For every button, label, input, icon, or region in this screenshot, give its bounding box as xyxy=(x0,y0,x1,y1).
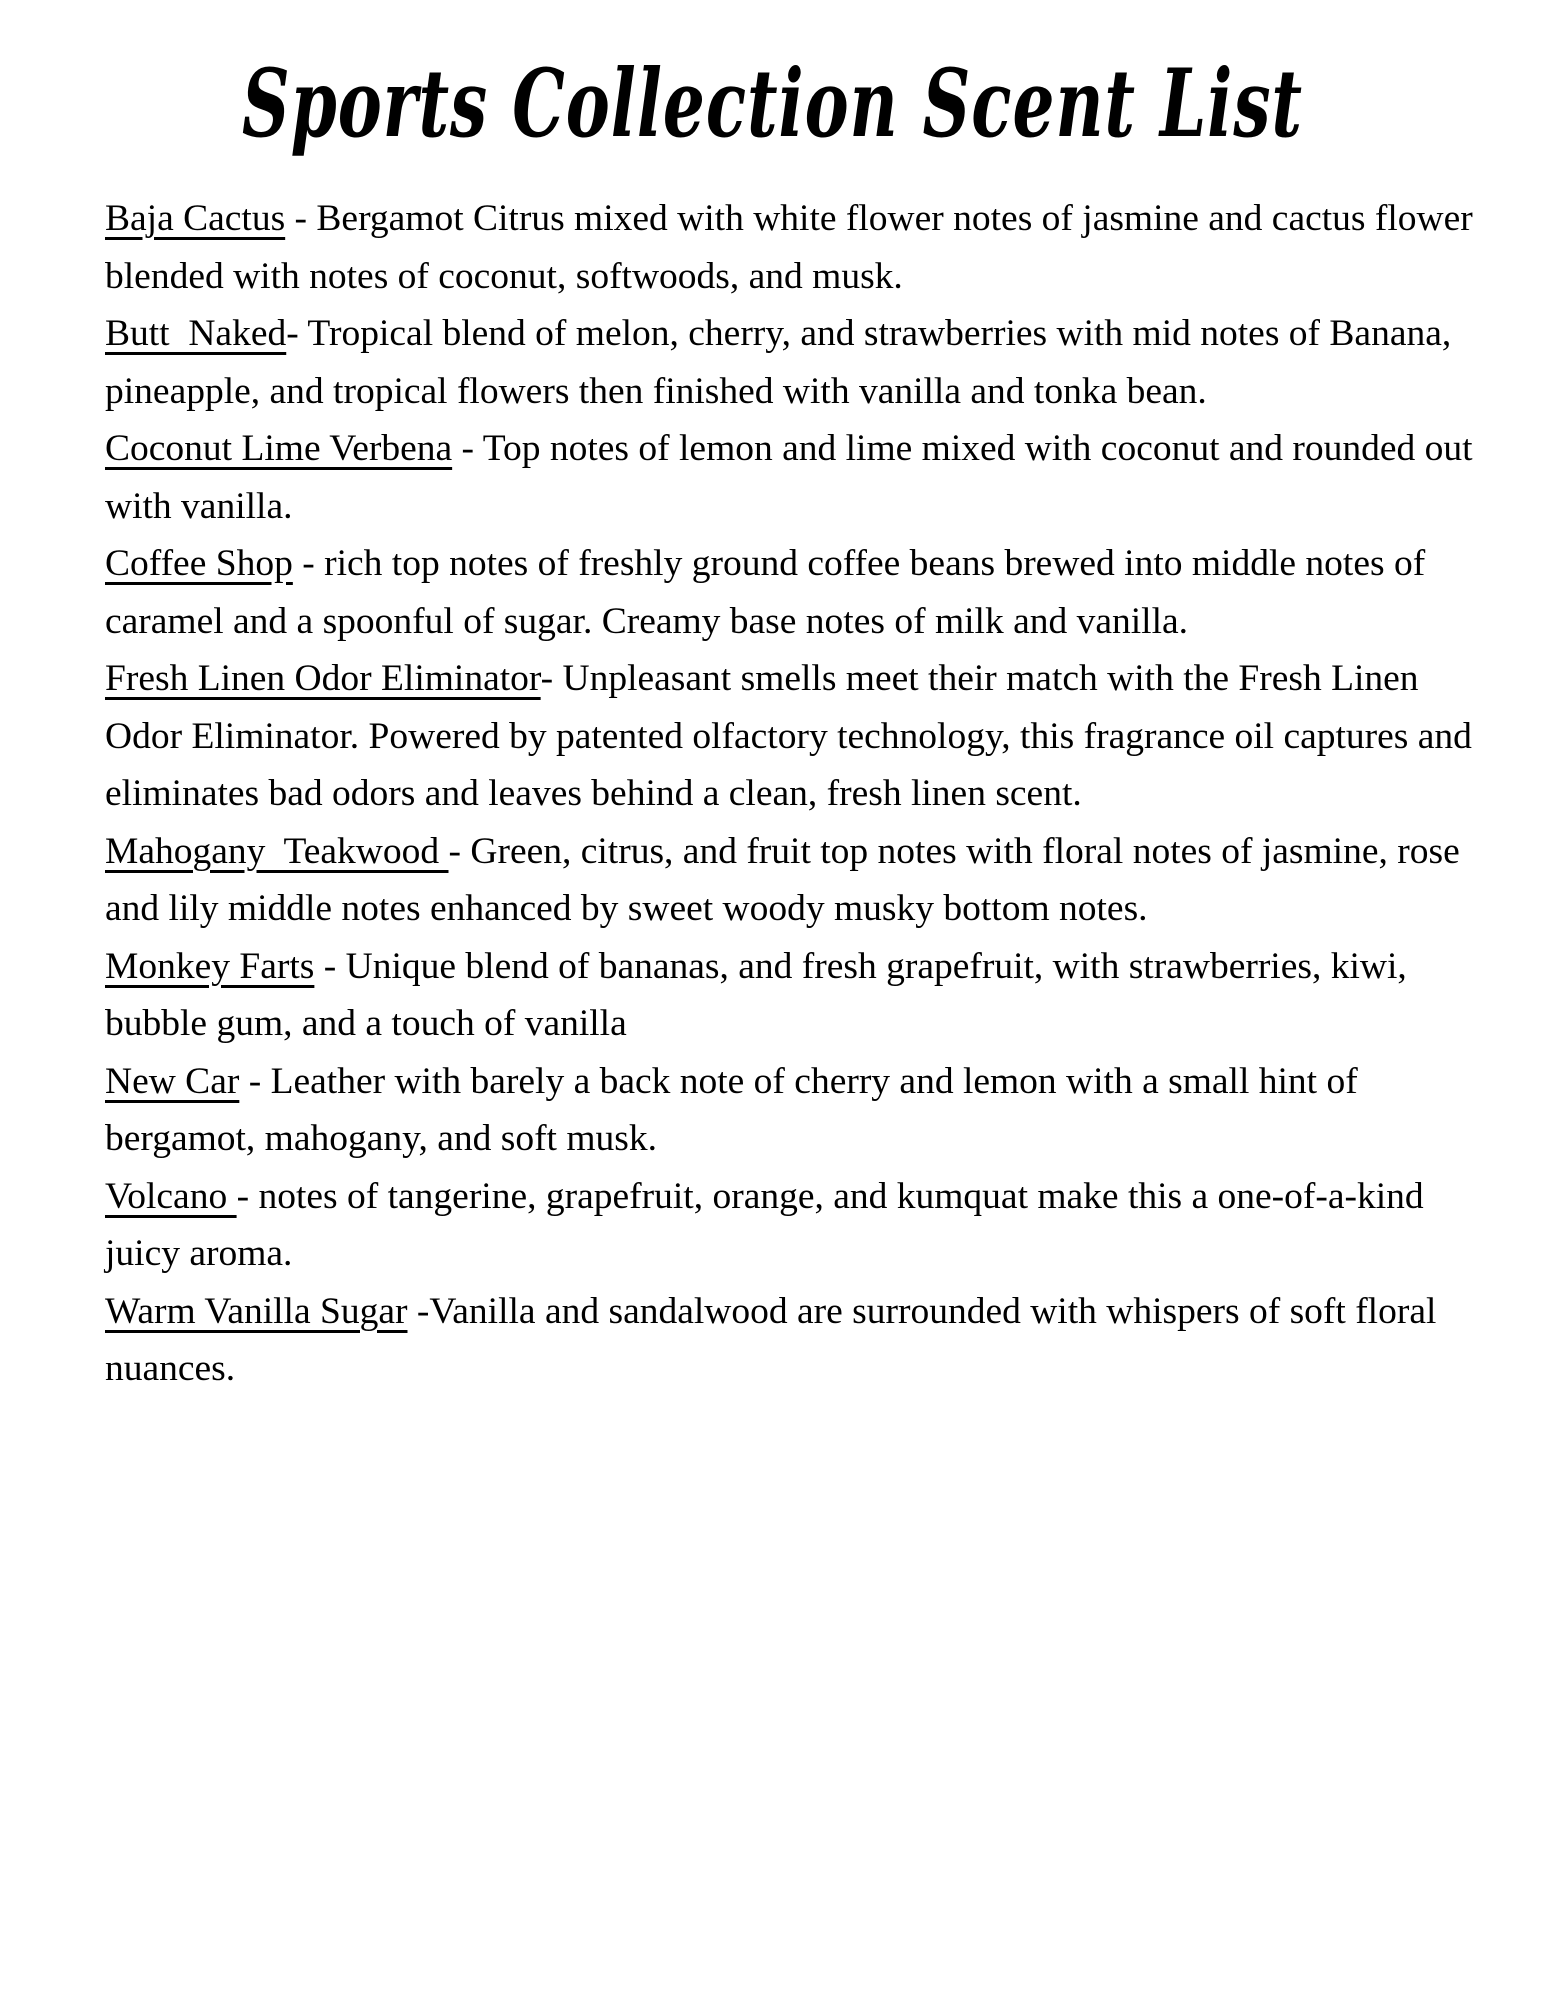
scent-separator: - xyxy=(286,313,308,354)
scent-description: rich top notes of freshly ground coffee beans brewed into middle notes of caramel and a spoonful of sugar. Creamy base notes of milk and vanilla. xyxy=(105,543,1435,642)
scent-name: Volcano xyxy=(105,1175,237,1217)
scent-entry-coconut-lime-verbena xyxy=(105,420,1482,535)
scent-description: Leather with barely a back note of cherry and lemon with a small hint of bergamot, mahogany, and soft musk. xyxy=(105,1060,1368,1159)
scent-entry-mahogany-teakwood xyxy=(105,823,1477,938)
scent-list xyxy=(105,190,1483,1398)
scent-description: Top notes of lemon and lime mixed with coconut and rounded out with vanilla. xyxy=(105,428,1482,527)
scent-name: Baja Cactus xyxy=(105,198,286,239)
scent-description: Green, citrus, and fruit top notes with floral notes of jasmine, rose and lily middle notes enhanced by sweet woody musky bottom notes. xyxy=(105,830,1470,929)
scent-description: Unpleasant smells meet their match with the Fresh Linen Odor Eliminator. Powered by patented olfactory technology, this fragrance oil captures and eliminates bad odors and leaves behind a clean, fresh linen scent. xyxy=(105,658,1482,814)
scent-name: New Car xyxy=(105,1060,240,1102)
scent-description: Unique blend of bananas, and fresh grapefruit, with strawberries, kiwi, bubble gum, and a touch of vanilla xyxy=(105,945,1417,1044)
scent-description: Vanilla and sandalwood are surrounded with whispers of soft floral nuances. xyxy=(105,1290,1446,1389)
scent-description: Bergamot Citrus mixed with white flower notes of jasmine and cactus flower blended with notes of coconut, softwoods, and musk. xyxy=(105,198,1483,297)
scent-name: Monkey Farts xyxy=(105,945,315,987)
scent-separator: - xyxy=(239,1060,271,1102)
scent-name: Butt Naked xyxy=(105,313,287,354)
scent-entry-baja-cactus xyxy=(105,190,1483,305)
scent-entry-monkey-farts xyxy=(105,938,1477,1053)
scent-entry-fresh-linen-odor-eliminator xyxy=(105,650,1482,823)
scent-entry-warm-vanilla-sugar xyxy=(105,1283,1477,1398)
scent-separator: - xyxy=(236,1175,259,1217)
scent-name: Coconut Lime Verbena xyxy=(105,428,453,469)
scent-entry-butt-naked xyxy=(105,305,1477,420)
scent-separator: - xyxy=(540,658,563,699)
scent-separator: - xyxy=(407,1290,430,1332)
scent-entry-volcano xyxy=(105,1168,1477,1283)
scent-name: Mahogany Teakwood xyxy=(105,830,449,872)
scent-entry-coffee-shop xyxy=(105,535,1477,650)
scent-name: Warm Vanilla Sugar xyxy=(105,1290,408,1332)
page-title: Sports Collection Scent List xyxy=(241,47,1304,159)
scent-description: notes of tangerine, grapefruit, orange, and kumquat make this a one-of-a-kind juicy aroma. xyxy=(105,1175,1434,1274)
scent-separator: - xyxy=(314,945,346,987)
scent-separator: - xyxy=(452,428,483,469)
scent-separator: - xyxy=(292,543,325,584)
scent-name: Fresh Linen Odor Eliminator xyxy=(105,658,541,699)
scent-separator: - xyxy=(448,830,471,872)
scent-separator: - xyxy=(285,198,317,239)
scent-description: Tropical blend of melon, cherry, and strawberries with mid notes of Banana, pineapple, and tropical flowers then finished with vanilla and tonka bean. xyxy=(105,313,1461,412)
scent-name: Coffee Shop xyxy=(105,543,293,584)
scent-entry-new-car xyxy=(105,1053,1477,1168)
